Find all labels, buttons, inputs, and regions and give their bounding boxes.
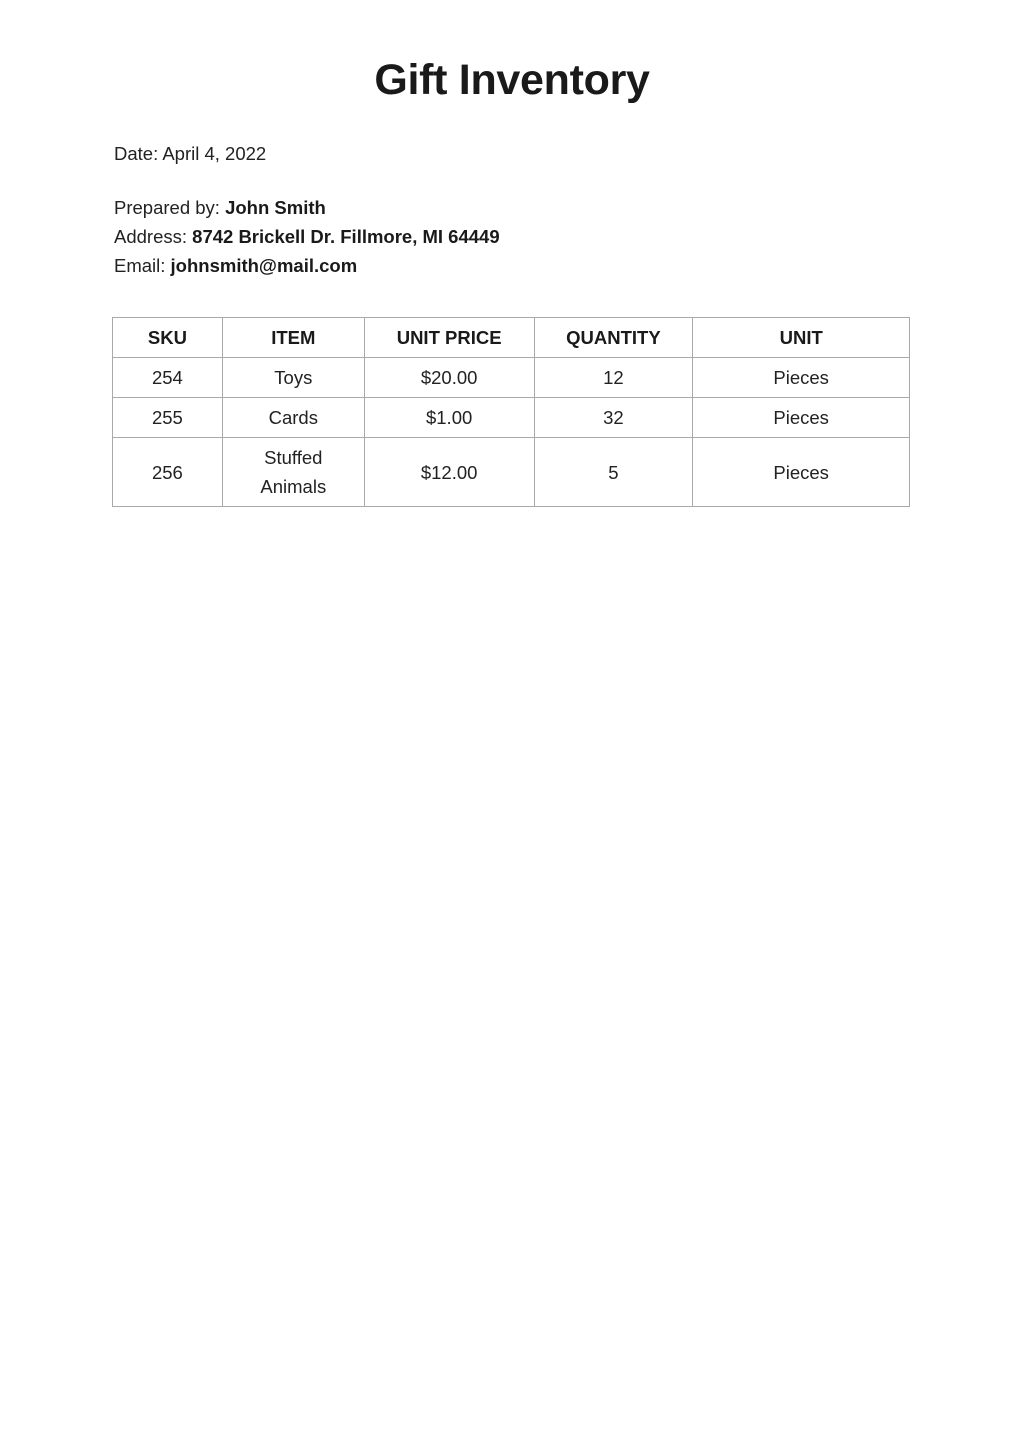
cell-unit-price: $20.00 — [364, 358, 534, 398]
cell-unit: Pieces — [693, 358, 910, 398]
cell-quantity: 32 — [534, 398, 693, 438]
date-label: Date: — [114, 143, 159, 164]
cell-sku: 255 — [113, 398, 223, 438]
header-unit: UNIT — [693, 318, 910, 358]
table-row — [113, 398, 910, 438]
email-value: johnsmith@mail.com — [170, 255, 358, 276]
email-line — [114, 255, 357, 277]
email-label: Email: — [114, 255, 166, 276]
address-label: Address: — [114, 226, 188, 247]
header-quantity: QUANTITY — [534, 318, 693, 358]
address-line — [114, 226, 500, 248]
table-header-row — [113, 318, 910, 358]
address-value: 8742 Brickell Dr. Fillmore, MI 64449 — [192, 226, 500, 247]
cell-item: Toys — [222, 358, 364, 398]
page-title: Gift Inventory — [374, 56, 650, 104]
prepared-by-label: Prepared by: — [114, 197, 220, 218]
prepared-by-value: John Smith — [225, 197, 326, 218]
date-value: April 4, 2022 — [162, 143, 267, 164]
cell-item: Stuffed Animals — [222, 438, 364, 507]
date-line — [114, 143, 266, 165]
cell-unit-price: $12.00 — [364, 438, 534, 507]
cell-quantity: 5 — [534, 438, 693, 507]
cell-item: Cards — [222, 398, 364, 438]
cell-unit: Pieces — [693, 438, 910, 507]
cell-unit: Pieces — [693, 398, 910, 438]
cell-sku: 256 — [113, 438, 223, 507]
table-row — [113, 358, 910, 398]
inventory-table — [112, 317, 910, 507]
header-item: ITEM — [222, 318, 364, 358]
prepared-by-line — [114, 197, 326, 219]
header-unit-price: UNIT PRICE — [364, 318, 534, 358]
table-row — [113, 438, 910, 507]
cell-sku: 254 — [113, 358, 223, 398]
cell-quantity: 12 — [534, 358, 693, 398]
cell-unit-price: $1.00 — [364, 398, 534, 438]
header-sku: SKU — [113, 318, 223, 358]
